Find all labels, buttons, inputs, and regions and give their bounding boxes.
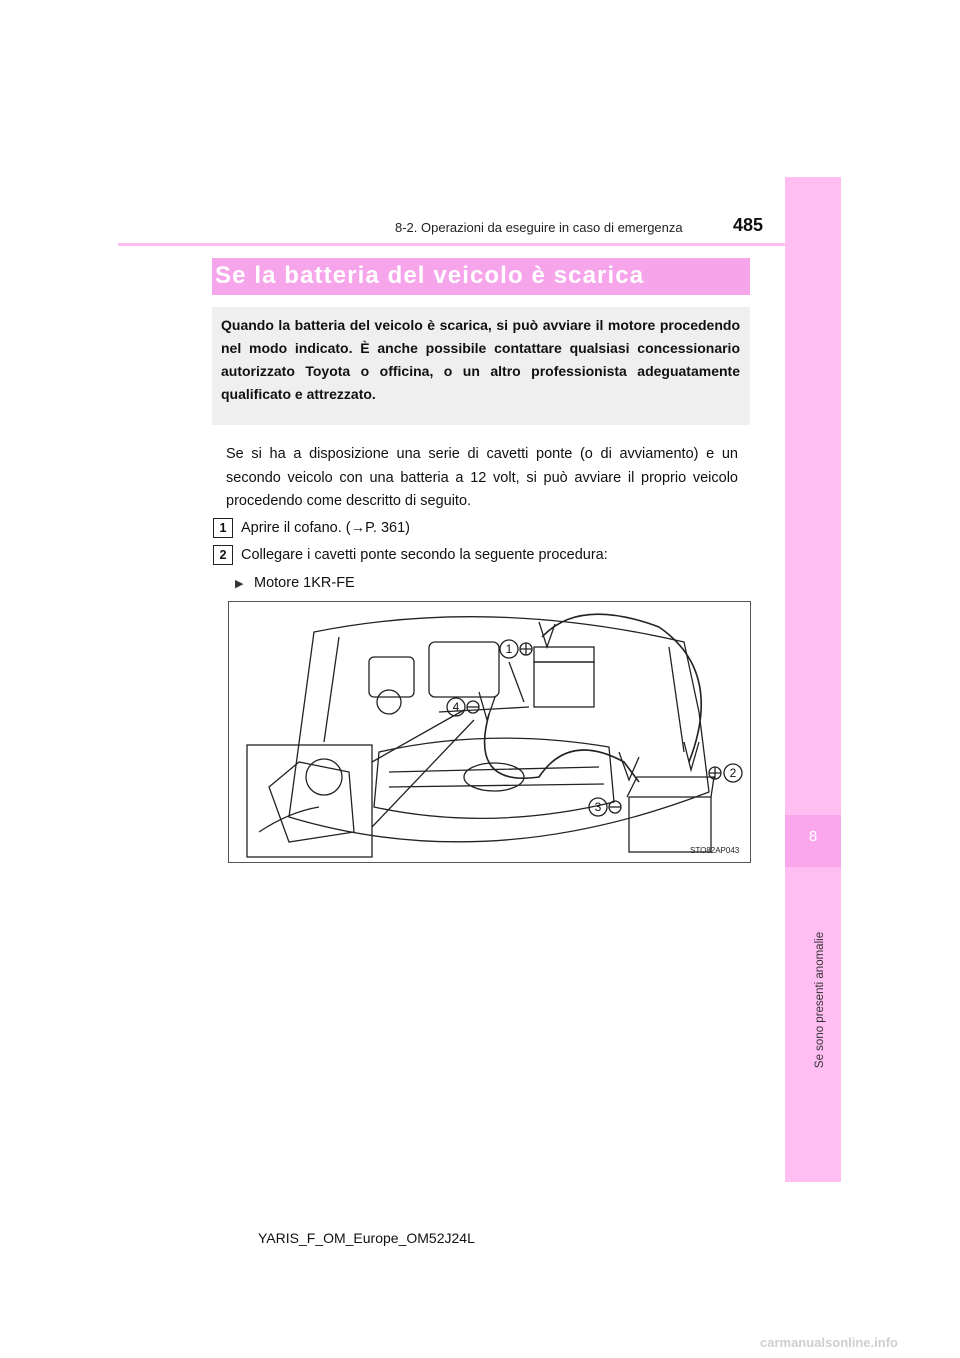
callout-label-4: 4: [452, 700, 460, 714]
page-number: 485: [733, 215, 764, 235]
inset-leader-1: [372, 710, 464, 762]
section-title: 8-2. Operazioni da eseguire in caso di emergenza: [395, 220, 683, 235]
inset-arrow-line: [259, 807, 319, 832]
watermark: carmanualsonline.info: [760, 1335, 898, 1350]
bullet-text: Motore 1KR-FE: [254, 575, 355, 591]
engine-cover: [429, 642, 499, 697]
page-title: Se la batteria del veicolo è scarica: [215, 262, 645, 289]
vehicle-battery-top: [534, 647, 594, 662]
booster-battery: [629, 797, 711, 852]
callout-label-2: 2: [729, 766, 737, 780]
grille-bars: [389, 767, 604, 787]
engine-bay-figure: [228, 601, 751, 863]
footer-doc-id: YARIS_F_OM_Europe_OM52J24L: [258, 1230, 475, 1246]
cap: [377, 690, 401, 714]
step-text-1: Aprire il cofano. (→P. 361): [241, 520, 410, 536]
engine-line-right: [669, 647, 684, 752]
clamp-1: [539, 622, 555, 647]
step-number-2: 2: [213, 545, 233, 565]
chapter-number: 8: [808, 828, 818, 845]
header-rule: [118, 243, 841, 246]
jump-start-diagram: [229, 602, 750, 862]
inset-leader-2: [372, 720, 474, 827]
bullet-triangle-icon: ▶: [235, 578, 244, 590]
body-paragraph: Se si ha a disposizione una serie di cavetti ponte (o di avviamento) e un secondo veicolo con una batteria a 12 volt, si può avviare il proprio veicolo procedendo come descritto di seguito.: [226, 446, 738, 509]
positive-cable: [542, 614, 701, 762]
clamp-4: [479, 692, 495, 720]
inset-frame: [247, 745, 372, 857]
figure-code: STO82AP043: [690, 846, 740, 855]
negative-cable: [485, 714, 639, 782]
clamp-3: [619, 752, 639, 780]
intro-text: Quando la batteria del veicolo è scarica, si può avviare il motore procedendo nel modo indicato. È anche possibile contattare qualsiasi concessionario autorizzato Toyota o officina, o un altro professionista adeguatamente qualificato e attrezzato.: [221, 317, 740, 402]
engine-line-left: [324, 637, 339, 742]
step-number-1: 1: [213, 518, 233, 538]
vehicle-battery: [534, 662, 594, 707]
step-text-2: Collegare i cavetti ponte secondo la seguente procedura:: [241, 547, 608, 563]
callout-label-1: 1: [505, 642, 513, 656]
air-box: [369, 657, 414, 697]
chapter-side-tab: [785, 177, 841, 1182]
callout-label-3: 3: [594, 800, 602, 814]
booster-battery-top: [627, 777, 714, 797]
chapter-title: Se sono presenti anomalie: [814, 931, 826, 1069]
